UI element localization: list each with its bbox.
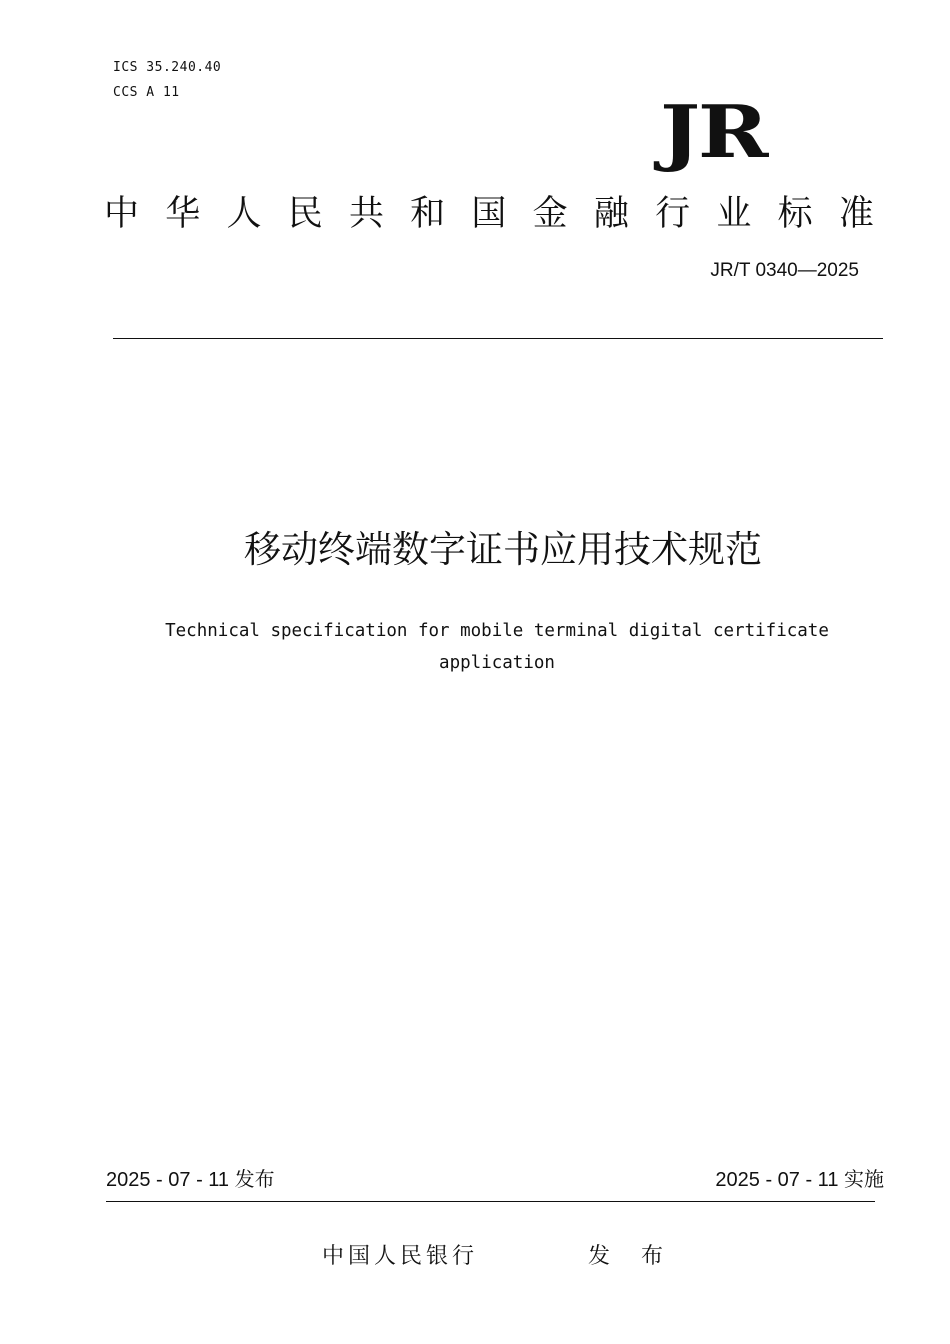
category-char: 业 [716,194,752,234]
category-char: 准 [838,194,874,234]
issuing-authority: 中国人民银行 [322,1244,479,1269]
footer-divider [106,1201,875,1202]
document-title-english-line1: Technical specification for mobile terminal digital certificate [165,621,829,641]
document-title-english-line2: application [439,653,555,673]
category-char: 中 [104,194,140,234]
category-char: 民 [287,194,323,234]
ccs-code: CCS A 11 [113,85,180,100]
issue-label: 发 布 [588,1244,675,1269]
category-char: 融 [593,194,629,234]
category-char: 和 [410,194,446,234]
category-char: 国 [471,194,507,234]
jr-logo-mark: JR [660,89,767,174]
ics-code: ICS 35.240.40 [113,60,222,75]
document-title-chinese: 移动终端数字证书应用技术规范 [244,528,762,571]
issue-date: 2025 - 07 - 11 发布 [106,1169,275,1191]
header-divider [113,338,883,339]
standard-number: JR/T 0340—2025 [710,260,859,281]
category-char: 金 [532,194,568,234]
category-char: 行 [655,194,691,234]
implementation-date: 2025 - 07 - 11 实施 [715,1169,884,1191]
standard-category [104,192,874,236]
category-char: 标 [777,194,813,234]
category-char: 华 [165,194,201,234]
category-char: 人 [226,194,262,234]
category-char: 共 [348,194,384,234]
